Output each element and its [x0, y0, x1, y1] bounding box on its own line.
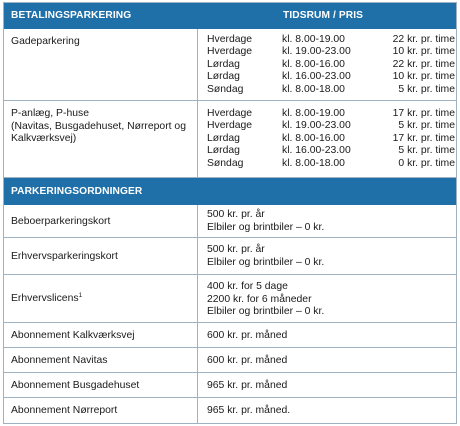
- schedule-price: 22 kr. pr. time: [392, 34, 455, 45]
- schedule-price: 17 kr. pr. time: [392, 132, 455, 144]
- schedule-price: 17 kr. pr. time: [392, 108, 455, 119]
- schedule-row: [207, 46, 455, 58]
- table-row-p-anlaeg: [3, 101, 457, 178]
- row-label-cell: [3, 238, 198, 274]
- schedule-price: 22 kr. pr. time: [392, 58, 455, 70]
- row-label-cell: [3, 101, 198, 177]
- price-cell: [198, 373, 457, 397]
- schedule-day: Søndag: [207, 83, 244, 95]
- price-line: 500 kr. pr. år: [207, 244, 265, 255]
- price-cell: [198, 238, 457, 274]
- row-label-line: (Navitas, Busgadehuset, Nørreport og: [11, 120, 186, 132]
- row-label: Beboerparkeringskort: [11, 216, 111, 227]
- schedule-row: [207, 158, 455, 170]
- schedule-row: [207, 120, 455, 132]
- schedule-day: Hverdage: [207, 46, 253, 58]
- price-text: 965 kr. pr. måned: [207, 380, 288, 391]
- schedule-row: [207, 84, 455, 96]
- schedule-day: Hverdage: [207, 108, 253, 119]
- price-text: 965 kr. pr. måned.: [207, 405, 291, 416]
- price-text: [207, 281, 324, 319]
- schedule-day: Lørdag: [207, 132, 240, 144]
- schedule-time: kl. 8.00-18.00: [282, 83, 345, 95]
- price-cell: [198, 398, 457, 424]
- schedule-price: 5 kr. pr. time: [398, 83, 455, 95]
- table-row-beboerparkeringskort: [3, 205, 457, 238]
- row-label-line: Kalkværksvej): [11, 133, 77, 144]
- schedule-row: [207, 108, 455, 120]
- schedule-time: kl. 8.00-19.00: [282, 34, 345, 45]
- table-row-erhvervsparkeringskort: [3, 238, 457, 275]
- row-label-cell: [3, 373, 198, 397]
- row-label: [11, 293, 82, 306]
- schedule-price: 10 kr. pr. time: [392, 71, 455, 83]
- price-text: [207, 244, 324, 269]
- table-row-abonnement-navitas: [3, 348, 457, 373]
- header-tidsrum-pris-label: TIDSRUM / PRIS: [283, 10, 364, 21]
- schedule-day: Lørdag: [207, 145, 240, 157]
- table-row-erhvervslicens: [3, 275, 457, 323]
- schedule-time: kl. 16.00-23.00: [282, 145, 351, 157]
- price-line: Elbiler og brintbiler – 0 kr.: [207, 256, 325, 268]
- row-label: Abonnement Navitas: [11, 355, 108, 366]
- row-label: Abonnement Busgadehuset: [11, 380, 140, 391]
- schedule-day: Lørdag: [207, 58, 240, 70]
- price-text: [207, 209, 324, 234]
- row-label: Abonnement Nørreport: [11, 405, 118, 416]
- row-label-text: Erhvervslicens: [11, 293, 79, 304]
- schedule-list: [207, 108, 455, 170]
- price-cell: [198, 205, 457, 237]
- schedule-price: 5 kr. pr. time: [398, 120, 455, 132]
- schedule-list: [207, 34, 455, 96]
- table-row-gadeparkering: [3, 29, 457, 101]
- section-header-parkeringsordninger: [3, 178, 457, 205]
- parking-price-table: [3, 2, 457, 424]
- row-label: Erhvervsparkeringskort: [11, 251, 118, 262]
- schedule-time: kl. 8.00-18.00: [282, 157, 345, 169]
- table-row-abonnement-kalkvaerksvej: [3, 323, 457, 348]
- price-cell: [198, 275, 457, 322]
- row-label-cell: [3, 348, 198, 372]
- schedule-price: 0 kr. pr. time: [398, 157, 455, 169]
- schedule-row: [207, 71, 455, 83]
- schedule-row: [207, 145, 455, 157]
- schedule-row: [207, 59, 455, 71]
- price-line: 500 kr. pr. år: [207, 209, 265, 220]
- row-label-cell: [3, 205, 198, 237]
- header-parkeringsordninger-label: PARKERINGSORDNINGER: [11, 186, 143, 197]
- schedule-cell: [198, 29, 457, 100]
- row-label-cell: [3, 323, 198, 347]
- schedule-day: Hverdage: [207, 34, 253, 45]
- schedule-price: 10 kr. pr. time: [392, 46, 455, 58]
- schedule-price: 5 kr. pr. time: [398, 145, 455, 157]
- table-row-abonnement-noerreport: [3, 398, 457, 424]
- row-label: Abonnement Kalkværksvej: [11, 330, 135, 341]
- footnote-marker: 1: [78, 292, 83, 299]
- schedule-time: kl. 19.00-23.00: [282, 120, 351, 132]
- price-text: 600 kr. pr. måned: [207, 330, 288, 341]
- schedule-row: [207, 133, 455, 145]
- price-cell: [198, 323, 457, 347]
- row-label: [11, 108, 186, 146]
- schedule-row: [207, 34, 455, 46]
- schedule-time: kl. 8.00-19.00: [282, 108, 345, 119]
- table-row-abonnement-busgadehuset: [3, 373, 457, 398]
- schedule-time: kl. 8.00-16.00: [282, 132, 345, 144]
- schedule-day: Hverdage: [207, 120, 253, 132]
- schedule-time: kl. 19.00-23.00: [282, 46, 351, 58]
- header-betalingsparkering-label: BETALINGSPARKERING: [11, 10, 132, 21]
- row-label: Gadeparkering: [11, 36, 80, 47]
- row-label-cell: [3, 275, 198, 322]
- price-line: Elbiler og brintbiler – 0 kr.: [207, 221, 325, 233]
- row-label-cell: [3, 29, 198, 100]
- section-header-betalingsparkering: [3, 2, 457, 29]
- schedule-day: Søndag: [207, 157, 244, 169]
- price-line: 2200 kr. for 6 måneder: [207, 293, 312, 305]
- schedule-cell: [198, 101, 457, 177]
- schedule-time: kl. 8.00-16.00: [282, 58, 345, 70]
- price-text: 600 kr. pr. måned: [207, 355, 288, 366]
- price-cell: [198, 348, 457, 372]
- row-label-cell: [3, 398, 198, 424]
- row-label-line: P-anlæg, P-huse: [11, 108, 89, 119]
- schedule-time: kl. 16.00-23.00: [282, 71, 351, 83]
- schedule-day: Lørdag: [207, 71, 240, 83]
- price-line: 400 kr. for 5 dage: [207, 281, 288, 292]
- price-line: Elbiler og brintbiler – 0 kr.: [207, 306, 325, 317]
